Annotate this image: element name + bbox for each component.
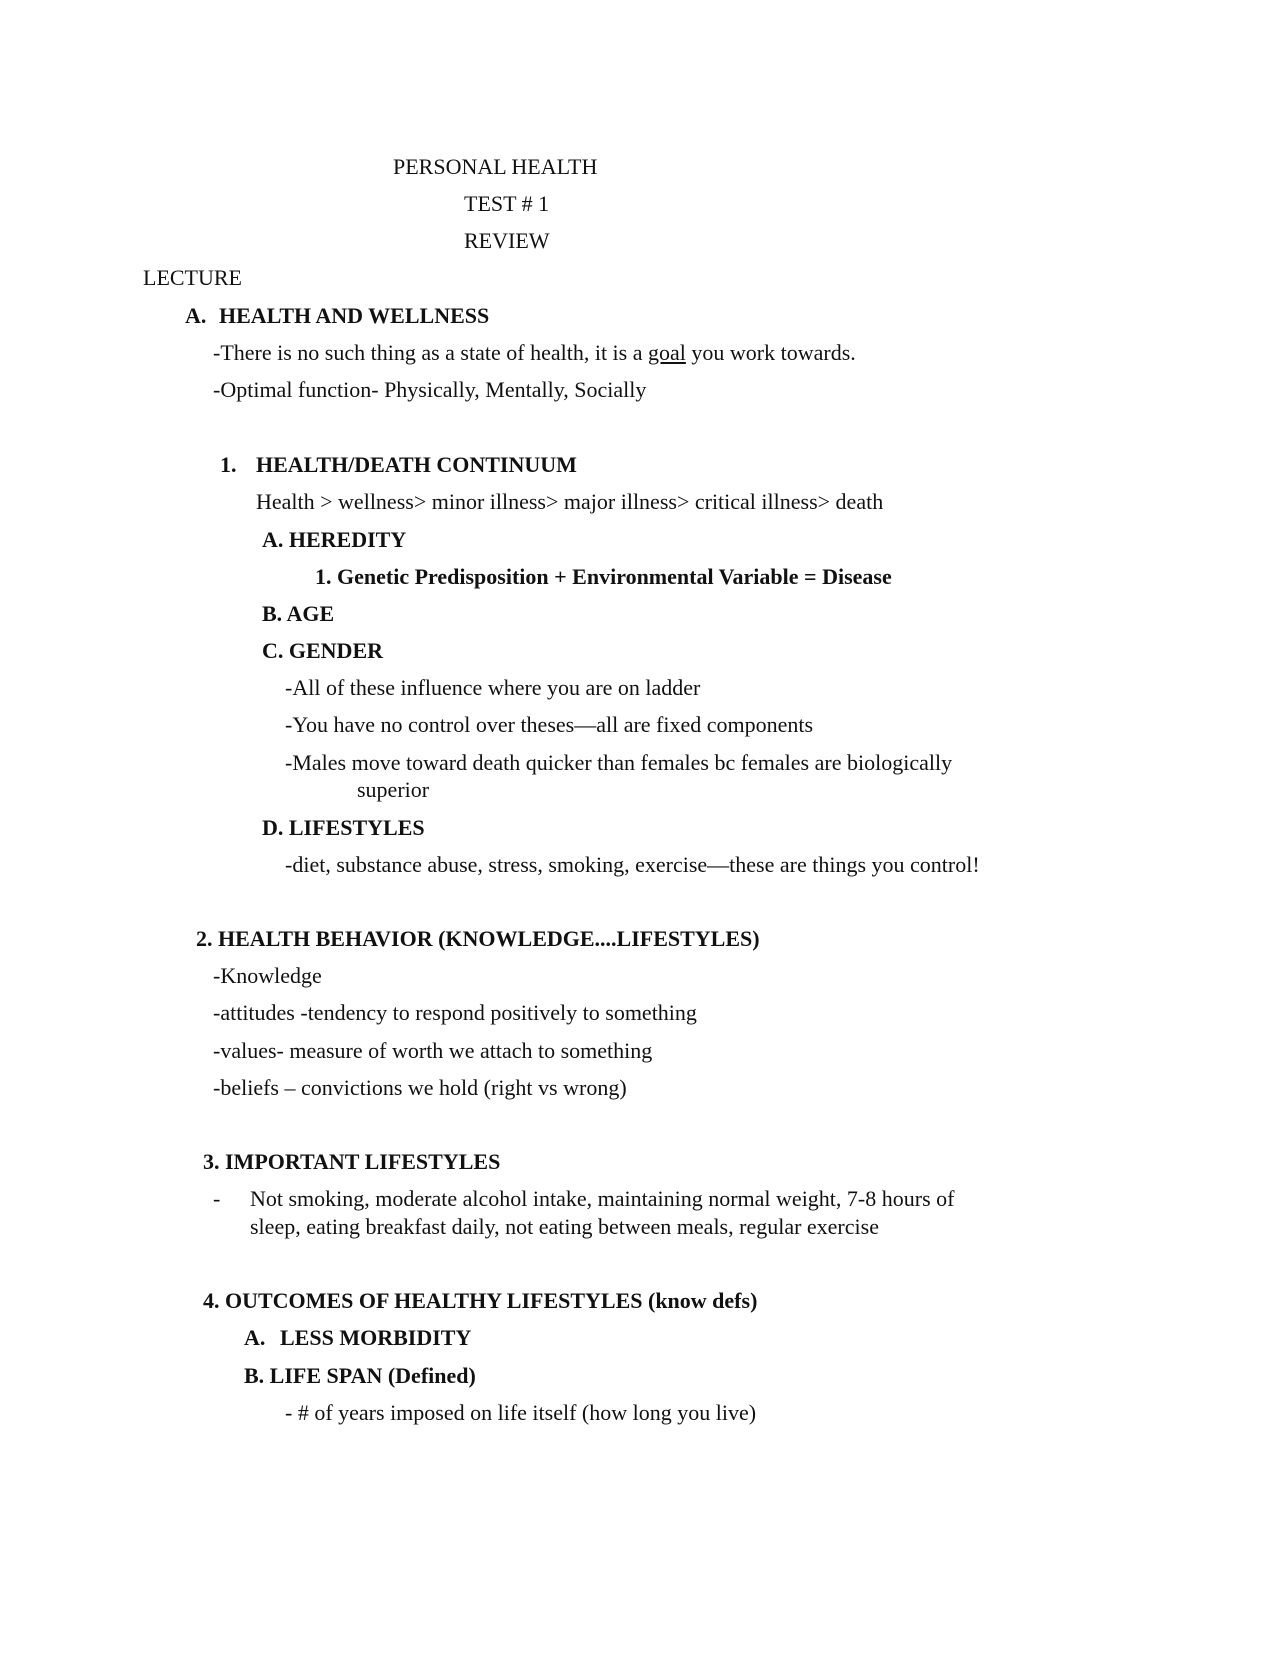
heredity-sub: 1. Genetic Predisposition + Environmental Variable = Disease [315, 564, 892, 589]
lifestyles-heading: D. LIFESTYLES [262, 815, 425, 840]
s1-heading: HEALTH/DEATH CONTINUUM [256, 452, 577, 477]
text: you work towards. [685, 340, 856, 365]
s2-heading: 2. HEALTH BEHAVIOR (KNOWLEDGE....LIFESTYLES) [196, 926, 760, 951]
gender-heading: C. GENDER [262, 638, 384, 663]
title-line-2: TEST # 1 [464, 191, 550, 216]
s2-item: -attitudes -tendency to respond positively to something [213, 1000, 697, 1025]
gender-note: -All of these influence where you are on ladder [285, 675, 701, 700]
s2-item: -beliefs – convictions we hold (right vs wrong) [213, 1075, 627, 1100]
s4-heading: 4. OUTCOMES OF HEALTHY LIFESTYLES (know defs) [203, 1288, 758, 1313]
text: -There is no such thing as a state of health, it is a [213, 340, 648, 365]
s3-bullet: - [213, 1186, 221, 1211]
s2-item: -Knowledge [213, 963, 322, 988]
title-line-1: PERSONAL HEALTH [393, 154, 598, 179]
gender-note-cont: superior [357, 777, 430, 802]
s1-marker: 1. [220, 452, 237, 477]
age-heading: B. AGE [262, 601, 335, 626]
section-a-line-2: -Optimal function- Physically, Mentally, Socially [213, 377, 647, 402]
s4-a-marker: A. [244, 1325, 266, 1350]
s4-b-note: - # of years imposed on life itself (how long you live) [285, 1400, 757, 1425]
s4-b-text: B. LIFE SPAN (Defined) [244, 1363, 476, 1388]
gender-note: -Males move toward death quicker than females bc females are biologically [285, 750, 953, 775]
continuum: Health > wellness> minor illness> major illness> critical illness> death [256, 489, 884, 514]
s2-item: -values- measure of worth we attach to something [213, 1038, 653, 1063]
section-a-heading: HEALTH AND WELLNESS [219, 303, 490, 328]
lecture-label: LECTURE [143, 265, 242, 290]
lifestyles-note: -diet, substance abuse, stress, smoking, exercise—these are things you control! [285, 852, 980, 877]
gender-note: -You have no control over theses—all are fixed components [285, 712, 814, 737]
section-a-marker: A. [185, 303, 207, 328]
goal-underlined: goal [648, 340, 686, 365]
s3-heading: 3. IMPORTANT LIFESTYLES [203, 1149, 501, 1174]
s3-line-2: sleep, eating breakfast daily, not eating between meals, regular exercise [250, 1214, 879, 1239]
title-line-3: REVIEW [464, 228, 550, 253]
heredity-heading: A. HEREDITY [262, 527, 407, 552]
s4-a-text: LESS MORBIDITY [280, 1325, 472, 1350]
s3-line-1: Not smoking, moderate alcohol intake, maintaining normal weight, 7-8 hours of [250, 1186, 955, 1211]
section-a-line-1 [213, 340, 856, 366]
